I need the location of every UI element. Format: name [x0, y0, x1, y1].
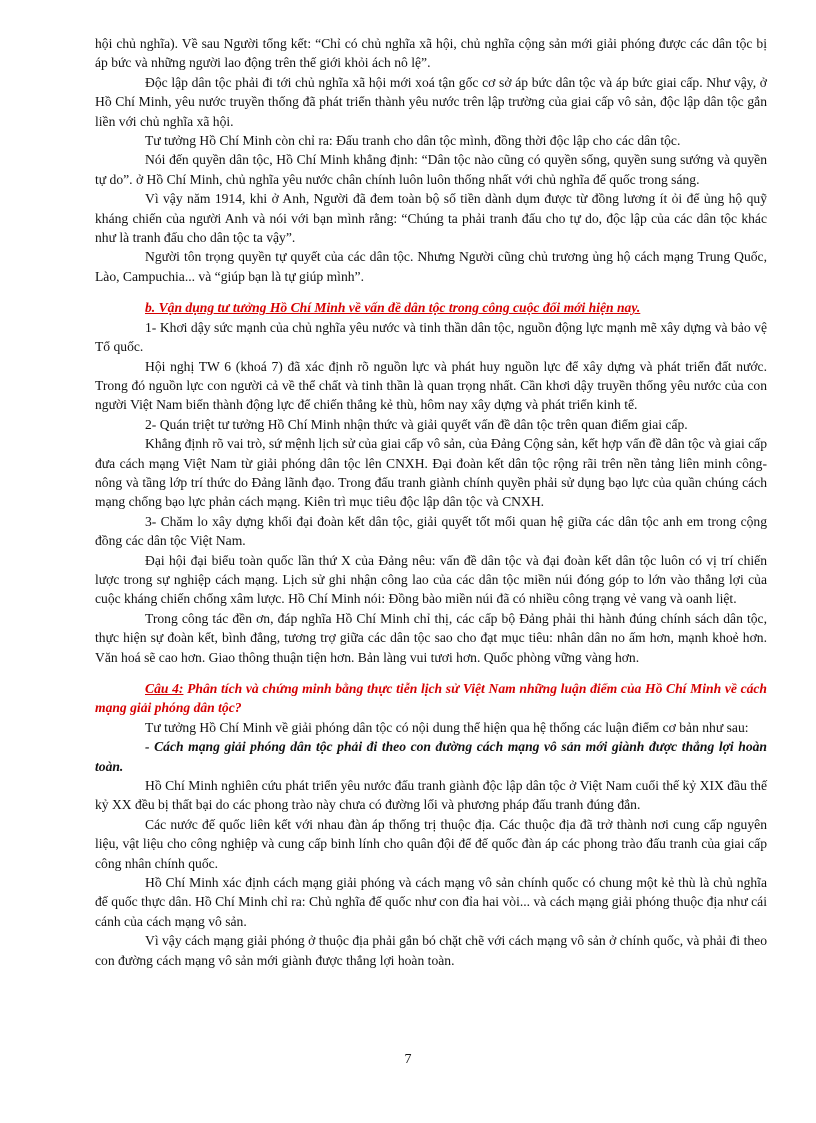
question-4-text: Phân tích và chứng minh bằng thực tiễn lịch sử Việt Nam những luận điểm của Hồ Chí Minh về cách mạng giải phóng dân tộc? [95, 681, 767, 716]
section-b-heading [95, 298, 767, 317]
paragraph: Đại hội đại biểu toàn quốc lần thứ X của Đảng nêu: vấn đề dân tộc và đại đoàn kết dân tộc luôn có vị trí chiến lược trong sự nghiệp cách mạng. Lịch sử ghi nhận công lao của các dân tộc miền núi đóng góp to lớn vào thắng lợi của cuộc kháng chiến chống xâm lược. Hồ Chí Minh nói: Đồng bào miền núi đã có nhiều công trạng vẻ vang và oanh liệt. [95, 552, 767, 607]
paragraph: Trong công tác đền ơn, đáp nghĩa Hồ Chí Minh chỉ thị, các cấp bộ Đảng phải thi hành đúng chính sách dân tộc, thực hiện sự đoàn kết, bình đẳng, tương trợ giữa các dân tộc sao cho đạt mục tiêu: nhân dân no ấm hơn, mạnh khoẻ hơn. Văn hoá sẽ cao hơn. Giao thông thuận tiện hơn. Bản làng vui tươi hơn. Quốc phòng vững vàng hơn. [95, 610, 767, 665]
paragraph: Vì vậy cách mạng giải phóng ở thuộc địa phải gắn bó chặt chẽ với cách mạng vô sản ở chính quốc, và phải đi theo con đường cách mạng vô sản mới giành được thắng lợi hoàn toàn. [95, 933, 767, 968]
paragraph: 3- Chăm lo xây dựng khối đại đoàn kết dân tộc, giải quyết tốt mối quan hệ giữa các dân tộc anh em trong cộng đồng các dân tộc Việt Nam. [95, 513, 767, 549]
paragraph: 1- Khơi dậy sức mạnh của chủ nghĩa yêu nước và tinh thần dân tộc, nguồn động lực mạnh mẽ xây dựng và bảo vệ Tổ quốc. [95, 319, 767, 355]
paragraph: Độc lập dân tộc phải đi tới chủ nghĩa xã hội mới xoá tận gốc cơ sở áp bức dân tộc và áp bức giai cấp. Như vậy, ở Hồ Chí Minh, yêu nước truyền thống đã phát triển thành yêu nước trên lập trường của giai cấp vô sản, độc lập dân tộc gắn liền với chủ nghĩa xã hội. [95, 74, 767, 129]
paragraph: Người tôn trọng quyền tự quyết của các dân tộc. Nhưng Người cũng chủ trương ủng hộ cách mạng Trung Quốc, Lào, Campuchia... và “giúp bạn là tự giúp mình”. [95, 249, 767, 284]
paragraph: Nói đến quyền dân tộc, Hồ Chí Minh khẳng định: “Dân tộc nào cũng có quyền sống, quyền sung sướng và quyền tự do”. ở Hồ Chí Minh, chủ nghĩa yêu nước chân chính luôn luôn thống nhất với chủ nghĩa đế quốc trong sáng. [95, 152, 767, 187]
spacer [95, 667, 767, 679]
paragraph: 2- Quán triệt tư tưởng Hồ Chí Minh nhận thức và giải quyết vấn đề dân tộc trên quan điểm giai cấp. [145, 416, 688, 432]
thesis-statement: - Cách mạng giải phóng dân tộc phải đi theo con đường cách mạng vô sản mới giành được thắng lợi hoàn toàn. [95, 739, 767, 774]
question-4-label: Câu 4: [145, 681, 184, 696]
paragraph: Tư tưởng Hồ Chí Minh còn chỉ ra: Đấu tranh cho dân tộc mình, đồng thời độc lập cho các dân tộc. [145, 133, 681, 149]
section-b-heading-text: b. Vận dụng tư tưởng Hồ Chí Minh về vấn đề dân tộc trong công cuộc đổi mới hiện nay. [145, 300, 641, 316]
paragraph: Vì vậy năm 1914, khi ở Anh, Người đã đem toàn bộ số tiền dành dụm được từ đồng lương ít ỏi để ủng hộ quỹ kháng chiến của người Anh và nói với bạn mình rằng: “Chúng ta phải tranh đấu cho tự do, độc lập của các dân tộc khác như là tranh đấu cho dân tộc ta vậy”. [95, 191, 767, 246]
question-4-heading [95, 679, 767, 718]
paragraph: Hồ Chí Minh nghiên cứu phát triển yêu nước đấu tranh giành độc lập dân tộc ở Việt Nam cuối thế kỷ XIX đầu thế kỷ XX đều bị thất bại do các phong trào này chưa có đường lối và phương pháp đấu tranh đúng đắn. [95, 778, 767, 813]
spacer [95, 286, 767, 298]
paragraph: Các nước đế quốc liên kết với nhau đàn áp thống trị thuộc địa. Các thuộc địa đã trở thành nơi cung cấp nguyên liệu, vật liệu cho công nghiệp và cung cấp binh lính cho quân đội để đế quốc đàn áp các phong trào đấu tranh của giai cấp công nhân chính quốc. [95, 816, 767, 871]
document-page [95, 34, 767, 970]
paragraph: Khẳng định rõ vai trò, sứ mệnh lịch sử của giai cấp vô sản, của Đảng Cộng sản, kết hợp vấn đề dân tộc và giai cấp đưa cách mạng Việt Nam từ giải phóng dân tộc lên CNXH. Đại đoàn kết dân tộc rộng rãi trên nền tảng liên minh công- nông và tầng lớp trí thức do Đảng lãnh đạo. Trong đấu tranh giành chính quyền phải sử dụng bạo lực của quần chúng cách mạng chống bạo lực phản cách mạng. Kiên trì mục tiêu độc lập dân tộc và CNXH. [95, 436, 767, 510]
paragraph: Hồ Chí Minh xác định cách mạng giải phóng và cách mạng vô sản chính quốc có chung một kẻ thù là chủ nghĩa đế quốc thực dân. Hồ Chí Minh chỉ ra: Chủ nghĩa đế quốc như con đỉa hai vòi... và cách mạng giải phóng thuộc địa như cái cánh của cách mạng vô sản. [95, 875, 767, 929]
paragraph: hội chủ nghĩa). Về sau Người tổng kết: “Chỉ có chủ nghĩa xã hội, chủ nghĩa cộng sản mới giải phóng được các dân tộc bị áp bức và những người lao động trên thế giới khỏi ách nô lệ”. [95, 36, 767, 71]
paragraph: Tư tưởng Hồ Chí Minh về giải phóng dân tộc có nội dung thể hiện qua hệ thống các luận điểm cơ bản như sau: [145, 719, 749, 735]
paragraph: Hội nghị TW 6 (khoá 7) đã xác định rõ nguồn lực và phát huy nguồn lực để xây dựng và phát triển đất nước. Trong đó nguồn lực con người cả về thể chất và tinh thần là quan trọng nhất. Cần khơi dậy truyền thống yêu nước của con người Việt Nam biến thành động lực để chiến thắng kẻ thù, hôm nay xây dựng và phát triển kinh tế. [95, 358, 767, 413]
page-number: 7 [404, 1052, 412, 1067]
